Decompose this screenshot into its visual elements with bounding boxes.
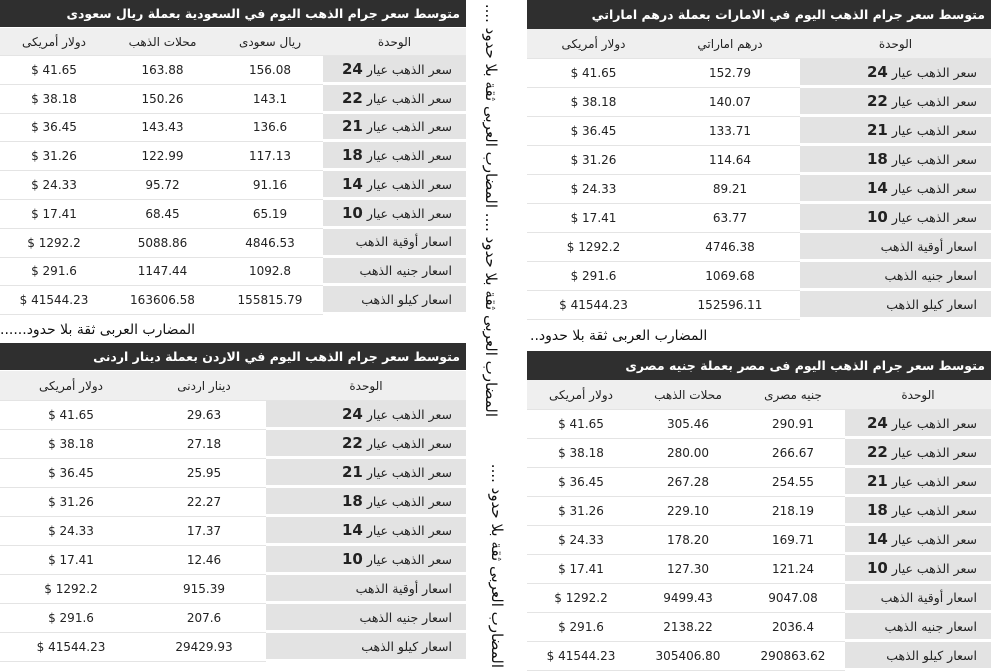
table-row	[0, 142, 466, 171]
karat-value: 14	[342, 521, 363, 539]
price-cell: 68.45	[108, 200, 217, 229]
column-header: دولار أمريكى	[527, 380, 635, 410]
price-cell: $ 24.33	[0, 517, 142, 546]
table-header-row	[0, 28, 466, 56]
egypt-price-table	[527, 380, 991, 671]
karat-value: 24	[342, 405, 363, 423]
price-cell: 143.1	[217, 85, 323, 114]
price-cell: 218.19	[741, 497, 845, 526]
table-row	[527, 117, 991, 146]
row-label	[800, 233, 991, 262]
price-cell: 254.55	[741, 468, 845, 497]
karat-value: 21	[867, 472, 888, 490]
table-row	[527, 59, 991, 88]
table-row	[0, 604, 466, 633]
price-cell: 290.91	[741, 410, 845, 439]
row-label-text: سعر الذهب عيار	[891, 210, 977, 225]
price-cell: 9499.43	[635, 584, 741, 613]
table-row	[527, 291, 991, 320]
row-label	[845, 555, 991, 584]
row-label-text: اسعار أوقية الذهب	[880, 589, 977, 605]
karat-value: 18	[867, 501, 888, 519]
row-label	[323, 258, 466, 287]
table-row	[0, 575, 466, 604]
row-label	[266, 575, 466, 604]
row-label-text: سعر الذهب عيار	[891, 65, 977, 80]
price-cell: $ 38.18	[0, 85, 108, 114]
price-cell: 4846.53	[217, 229, 323, 258]
row-label-text: اسعار جنيه الذهب	[884, 618, 977, 634]
price-cell: 290863.62	[741, 642, 845, 671]
karat-value: 21	[342, 463, 363, 481]
karat-value: 14	[867, 179, 888, 197]
table-row	[527, 204, 991, 233]
price-cell: 114.64	[660, 146, 800, 175]
column-header: الوحدة	[323, 28, 466, 56]
price-cell: 5088.86	[108, 229, 217, 258]
row-label	[800, 291, 991, 320]
karat-value: 22	[867, 443, 888, 461]
row-label-text: سعر الذهب عيار	[366, 148, 452, 164]
price-cell: $ 41.65	[527, 410, 635, 439]
row-label	[266, 459, 466, 488]
row-label	[800, 146, 991, 175]
row-label	[266, 604, 466, 633]
price-cell: 305406.80	[635, 642, 741, 671]
row-label	[323, 200, 466, 229]
table-row	[0, 459, 466, 488]
price-cell: 22.27	[142, 488, 266, 517]
jordan-gold-panel	[0, 343, 466, 670]
price-cell: $ 36.45	[527, 117, 660, 146]
column-header: دولار أمريكى	[527, 29, 660, 59]
row-label	[323, 142, 466, 171]
price-cell: 2036.4	[741, 613, 845, 642]
row-label	[800, 117, 991, 146]
column-header: محلات الذهب	[635, 380, 741, 410]
table-row	[0, 286, 466, 315]
karat-value: 10	[342, 203, 363, 222]
watermark-line-right: المضارب العربى ثقة بلا حدود..	[530, 328, 708, 344]
row-label	[845, 613, 991, 642]
price-cell: 156.08	[217, 56, 323, 85]
row-label-text: اسعار أوقية الذهب	[355, 580, 452, 596]
table-row	[527, 642, 991, 671]
table-row	[527, 584, 991, 613]
row-label	[845, 584, 991, 613]
uae-panel-title: متوسط سعر جرام الذهب اليوم في الامارات بعملة درهم اماراتي	[527, 0, 991, 29]
price-cell: $ 31.26	[0, 142, 108, 171]
price-cell: 117.13	[217, 142, 323, 171]
table-row	[527, 497, 991, 526]
row-label	[266, 488, 466, 517]
karat-value: 18	[342, 492, 363, 510]
price-cell: $ 1292.2	[527, 584, 635, 613]
price-cell: 169.71	[741, 526, 845, 555]
price-cell: $ 24.33	[527, 175, 660, 204]
price-cell: 229.10	[635, 497, 741, 526]
price-cell: 266.67	[741, 439, 845, 468]
price-cell: $ 41.65	[527, 59, 660, 88]
row-label	[800, 204, 991, 233]
price-cell: $ 291.6	[527, 262, 660, 291]
row-label-text: اسعار أوقية الذهب	[355, 234, 452, 250]
price-cell: 152596.11	[660, 291, 800, 320]
price-cell: 136.6	[217, 114, 323, 143]
price-cell: 27.18	[142, 430, 266, 459]
row-label-text: سعر الذهب عيار	[891, 123, 977, 138]
row-label-text: سعر الذهب عيار	[366, 407, 452, 422]
row-label-text: سعر الذهب عيار	[366, 177, 452, 193]
price-cell: 140.07	[660, 88, 800, 117]
row-label	[323, 56, 466, 85]
row-label-text: اسعار أوقية الذهب	[880, 238, 977, 254]
table-row	[527, 262, 991, 291]
table-row	[0, 200, 466, 229]
price-cell: 2138.22	[635, 613, 741, 642]
column-header: ريال سعودى	[217, 28, 323, 56]
column-header: دينار اردنى	[142, 371, 266, 401]
table-row	[0, 430, 466, 459]
row-label	[323, 229, 466, 258]
table-row	[0, 546, 466, 575]
price-cell: $ 41544.23	[0, 286, 108, 315]
row-label	[800, 262, 991, 291]
row-label-text: سعر الذهب عيار	[891, 152, 977, 167]
karat-value: 24	[867, 63, 888, 81]
price-cell: $ 41544.23	[527, 642, 635, 671]
price-cell: $ 41544.23	[0, 633, 142, 662]
column-header: جنيه مصرى	[741, 380, 845, 410]
price-cell: $ 38.18	[0, 430, 142, 459]
price-cell: 29.63	[142, 401, 266, 430]
column-header: الوحدة	[266, 371, 466, 401]
price-cell: 163.88	[108, 56, 217, 85]
price-cell: 133.71	[660, 117, 800, 146]
table-row	[527, 146, 991, 175]
egypt-panel-title: متوسط سعر جرام الذهب اليوم فى مصر بعملة جنيه مصرى	[527, 351, 991, 380]
row-label-text: اسعار كيلو الذهب	[361, 638, 452, 654]
row-label	[266, 546, 466, 575]
row-label	[323, 286, 466, 315]
table-row	[527, 526, 991, 555]
table-row	[527, 468, 991, 497]
price-cell: $ 31.26	[0, 488, 142, 517]
karat-value: 14	[342, 175, 363, 194]
karat-value: 10	[867, 559, 888, 577]
table-row	[0, 517, 466, 546]
price-cell: 150.26	[108, 85, 217, 114]
price-cell: $ 1292.2	[527, 233, 660, 262]
price-cell: 1092.8	[217, 258, 323, 287]
table-row	[527, 439, 991, 468]
table-row	[0, 633, 466, 662]
watermark-vertical-upper: المضارب العربى ثقة بلا حدود .... المضارب العربى ثقة بلا حدود ....	[482, 3, 500, 417]
row-label-text: سعر الذهب عيار	[366, 61, 452, 77]
price-cell: 121.24	[741, 555, 845, 584]
saudi-price-table	[0, 28, 466, 315]
price-cell: 29429.93	[142, 633, 266, 662]
price-cell: $ 291.6	[0, 258, 108, 287]
table-header-row	[527, 380, 991, 410]
table-row	[527, 555, 991, 584]
saudi-gold-panel	[0, 0, 466, 318]
price-cell: 63.77	[660, 204, 800, 233]
price-cell: $ 1292.2	[0, 229, 108, 258]
price-cell: 280.00	[635, 439, 741, 468]
row-label-text: سعر الذهب عيار	[891, 503, 977, 518]
price-cell: 915.39	[142, 575, 266, 604]
table-row	[527, 613, 991, 642]
row-label-text: سعر الذهب عيار	[891, 94, 977, 109]
karat-value: 24	[867, 414, 888, 432]
row-label	[323, 114, 466, 143]
karat-value: 18	[867, 150, 888, 168]
row-label	[800, 88, 991, 117]
row-label-text: سعر الذهب عيار	[366, 90, 452, 106]
saudi-panel-title: متوسط سعر جرام الذهب اليوم في السعودية بعملة ريال سعودى	[0, 0, 466, 27]
price-cell: $ 41.65	[0, 56, 108, 85]
price-cell: $ 24.33	[0, 171, 108, 200]
price-cell: 178.20	[635, 526, 741, 555]
row-label-text: سعر الذهب عيار	[891, 181, 977, 196]
row-label-text: سعر الذهب عيار	[366, 436, 452, 451]
table-row	[527, 410, 991, 439]
price-cell: $ 17.41	[0, 200, 108, 229]
table-header-row	[527, 29, 991, 59]
row-label-text: اسعار جنيه الذهب	[359, 262, 452, 278]
price-cell: 127.30	[635, 555, 741, 584]
row-label-text: سعر الذهب عيار	[366, 523, 452, 538]
price-cell: $ 291.6	[527, 613, 635, 642]
price-cell: 305.46	[635, 410, 741, 439]
row-label-text: سعر الذهب عيار	[366, 205, 452, 221]
price-cell: $ 17.41	[0, 546, 142, 575]
watermark-line-left: المضارب العربى ثقة بلا حدود......	[0, 322, 196, 338]
column-header: الوحدة	[845, 380, 991, 410]
price-cell: 1147.44	[108, 258, 217, 287]
table-row	[527, 233, 991, 262]
table-row	[527, 88, 991, 117]
row-label-text: سعر الذهب عيار	[366, 119, 452, 135]
row-label	[845, 439, 991, 468]
table-header-row	[0, 371, 466, 401]
karat-value: 10	[867, 208, 888, 226]
row-label-text: سعر الذهب عيار	[366, 465, 452, 480]
price-cell: 25.95	[142, 459, 266, 488]
row-label	[323, 171, 466, 200]
column-header: دولار أمريكى	[0, 28, 108, 56]
row-label	[845, 468, 991, 497]
column-header: دولار أمريكى	[0, 371, 142, 401]
price-cell: $ 41544.23	[527, 291, 660, 320]
row-label-text: اسعار كيلو الذهب	[361, 291, 452, 307]
row-label-text: سعر الذهب عيار	[891, 532, 977, 547]
price-cell: $ 31.26	[527, 497, 635, 526]
price-cell: $ 31.26	[527, 146, 660, 175]
row-label	[845, 526, 991, 555]
jordan-price-table	[0, 371, 466, 662]
row-label	[845, 642, 991, 671]
uae-gold-panel	[527, 0, 991, 318]
row-label	[266, 633, 466, 662]
table-row	[0, 258, 466, 287]
price-cell: 152.79	[660, 59, 800, 88]
price-cell: 122.99	[108, 142, 217, 171]
price-cell: 4746.38	[660, 233, 800, 262]
row-label-text: سعر الذهب عيار	[891, 474, 977, 489]
price-cell: 12.46	[142, 546, 266, 575]
price-cell: $ 36.45	[527, 468, 635, 497]
karat-value: 21	[342, 117, 363, 136]
row-label	[845, 410, 991, 439]
price-cell: 267.28	[635, 468, 741, 497]
table-row	[0, 488, 466, 517]
price-cell: 155815.79	[217, 286, 323, 315]
row-label	[266, 430, 466, 459]
jordan-panel-title: متوسط سعر جرام الذهب اليوم في الاردن بعملة دينار اردنى	[0, 343, 466, 370]
row-label	[800, 59, 991, 88]
row-label-text: اسعار جنيه الذهب	[359, 609, 452, 625]
price-cell: 143.43	[108, 114, 217, 143]
row-label	[800, 175, 991, 204]
uae-price-table	[527, 29, 991, 320]
price-cell: 89.21	[660, 175, 800, 204]
table-row	[0, 171, 466, 200]
column-header: محلات الذهب	[108, 28, 217, 56]
table-row	[0, 401, 466, 430]
price-cell: 1069.68	[660, 262, 800, 291]
price-cell: 9047.08	[741, 584, 845, 613]
karat-value: 24	[342, 59, 363, 78]
price-cell: 17.37	[142, 517, 266, 546]
row-label-text: سعر الذهب عيار	[366, 494, 452, 509]
price-cell: 95.72	[108, 171, 217, 200]
price-cell: $ 17.41	[527, 555, 635, 584]
egypt-gold-panel	[527, 351, 991, 670]
price-cell: $ 36.45	[0, 114, 108, 143]
karat-value: 22	[867, 92, 888, 110]
watermark-vertical-lower: المضارب العربى ثقة بلا حدود ....	[488, 463, 506, 668]
table-row	[0, 85, 466, 114]
price-cell: $ 38.18	[527, 88, 660, 117]
price-cell: $ 36.45	[0, 459, 142, 488]
karat-value: 21	[867, 121, 888, 139]
price-cell: $ 1292.2	[0, 575, 142, 604]
row-label-text: سعر الذهب عيار	[366, 552, 452, 567]
row-label	[323, 85, 466, 114]
price-cell: $ 41.65	[0, 401, 142, 430]
price-cell: 91.16	[217, 171, 323, 200]
price-cell: $ 24.33	[527, 526, 635, 555]
row-label	[266, 517, 466, 546]
price-cell: $ 17.41	[527, 204, 660, 233]
karat-value: 18	[342, 146, 363, 165]
table-row	[527, 175, 991, 204]
row-label-text: سعر الذهب عيار	[891, 445, 977, 460]
row-label-text: سعر الذهب عيار	[891, 416, 977, 431]
row-label-text: اسعار جنيه الذهب	[884, 267, 977, 283]
karat-value: 10	[342, 550, 363, 568]
karat-value: 22	[342, 88, 363, 107]
row-label	[845, 497, 991, 526]
price-cell: 163606.58	[108, 286, 217, 315]
row-label	[266, 401, 466, 430]
price-cell: $ 38.18	[527, 439, 635, 468]
price-cell: 65.19	[217, 200, 323, 229]
table-row	[0, 114, 466, 143]
karat-value: 22	[342, 434, 363, 452]
karat-value: 14	[867, 530, 888, 548]
row-label-text: اسعار كيلو الذهب	[886, 296, 977, 312]
column-header: الوحدة	[800, 29, 991, 59]
row-label-text: سعر الذهب عيار	[891, 561, 977, 576]
price-cell: 207.6	[142, 604, 266, 633]
column-header: درهم اماراتي	[660, 29, 800, 59]
row-label-text: اسعار كيلو الذهب	[886, 647, 977, 663]
table-row	[0, 56, 466, 85]
price-cell: $ 291.6	[0, 604, 142, 633]
table-row	[0, 229, 466, 258]
